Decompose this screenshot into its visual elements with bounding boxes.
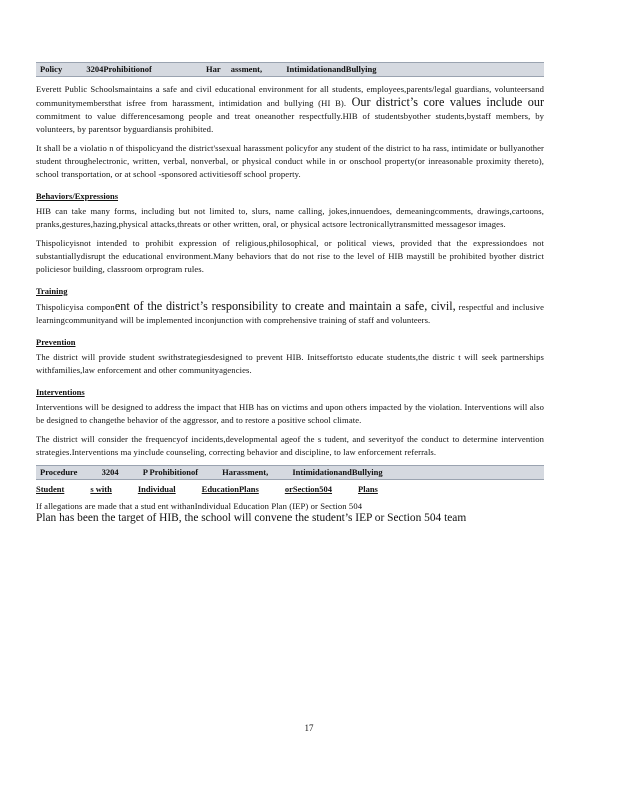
student-plans-word-5: orSection504 <box>284 484 333 494</box>
page-number: 17 <box>304 723 314 733</box>
policy-title-part2: assment, <box>230 64 263 74</box>
behaviors-paragraph-2: Thispolicyisnot intended to prohibit expression of religious,philosophical, or political views, provided that the expressiondoes not substantiallydisrupt the educational environment.Many behaviors that do not rise to the level of HIB maystill be prohibited byother district policiesor building, classroom orprogram rules. <box>36 238 544 274</box>
policy-title-part3: IntimidationandBullying <box>286 64 377 74</box>
student-plans-word-1: Student <box>36 484 65 494</box>
procedure-header-bar <box>36 465 544 480</box>
intro-text: Everett Public Schoolsmaintains a safe and civil educational environment for all students, employees,parents/legal guardians, volunteersand communitymembersthat isfree from harassment, intimidation and bullying (HI B). <box>36 84 544 108</box>
policy-header-bar <box>36 62 544 77</box>
student-plans-word-4: EducationPlans <box>201 484 259 494</box>
student-plans-word-6: Plans <box>358 484 378 494</box>
student-plans-paragraph <box>36 500 544 524</box>
interventions-paragraph-1: Interventions will be designed to address the impact that HIB has on victims and upon others impacted by the violation. Interventions will also be designed to changethe behavior of the aggressor, and to restore a positive school climate. <box>36 402 544 425</box>
prevention-paragraph: The district will provide student swithstrategiesdesigned to prevent HIB. Initseffortsto educate students,the distric t will seek partnerships withfamilies,law enforcement and other communityagencies. <box>36 352 544 375</box>
student-plans-large-text: Plan has been the target of HIB, the school will convene the student’s IEP or Section 504 team <box>36 512 467 524</box>
student-plans-text: If allegations are made that a stud ent withanIndividual Education Plan (IEP) or Section 504 <box>36 501 363 511</box>
training-paragraph <box>36 300 544 327</box>
training-text: Thispolicyisa compon <box>36 302 115 312</box>
prevention-heading: Prevention <box>36 337 76 347</box>
intro-rest: commitment to value differencesamong people and treat oneanother respectfully.HIB of studentsbyother students,bystaff members, by volunteers, by parentsor byguardiansis prohibited. <box>36 111 544 134</box>
procedure-number: 3204 <box>101 467 119 477</box>
student-plans-heading <box>36 484 544 494</box>
intro-paragraph-1 <box>36 83 544 136</box>
document-page <box>36 62 544 528</box>
interventions-heading: Interventions <box>36 387 85 397</box>
student-plans-word-2: s with <box>90 484 112 494</box>
training-large-text: ent of the district’s responsibility to create and maintain a safe, civil, <box>114 299 456 313</box>
policy-title-part1: Har <box>205 64 221 74</box>
behaviors-paragraph-1: HIB can take many forms, including but not limited to, slurs, name calling, jokes,innuendoes, demeaningcomments, drawings,cartoons, pranks,gestures,hazing,physical attacks,threats or other written, oral, or physical actsore lectronicallytransmitted messagesor images. <box>36 206 544 229</box>
behaviors-heading: Behaviors/Expressions <box>36 191 119 201</box>
procedure-title-part2: Harassment, <box>222 467 269 477</box>
procedure-title-part1: P Prohibitionof <box>142 467 199 477</box>
intro-large-text: Our district’s core values include our <box>346 95 545 109</box>
policy-label: Policy <box>40 64 63 74</box>
interventions-paragraph-2: The district will consider the frequencyof incidents,developmental ageof the s tudent, and severityof the conduct to determine intervention strategies.Interventions ma yinclude counseling, correcting behavior and discipline, to law enforcement referrals. <box>36 434 544 457</box>
student-plans-word-3: Individual <box>137 484 176 494</box>
policy-number: 3204Prohibitionof <box>86 64 152 74</box>
procedure-label: Procedure <box>40 467 78 477</box>
training-heading: Training <box>36 286 68 296</box>
procedure-title-part3: IntimidationandBullying <box>292 467 383 477</box>
training-rest: respectful and inclusive learningcommunityand will be implemented inconjunction with comprehensive training of staff and volunteers. <box>36 302 544 325</box>
intro-paragraph-2: It shall be a violatio n of thispolicyand the district'ssexual harassment policyfor any student of the district to ha rass, intimidate or bullyanother student throughelectronic, written, verbal, nonverbal, or physical conduct while in or onschool property(or inreasonable proximity thereto), school transportation, or at school -sponsored activitiesoff school property. <box>36 143 544 179</box>
